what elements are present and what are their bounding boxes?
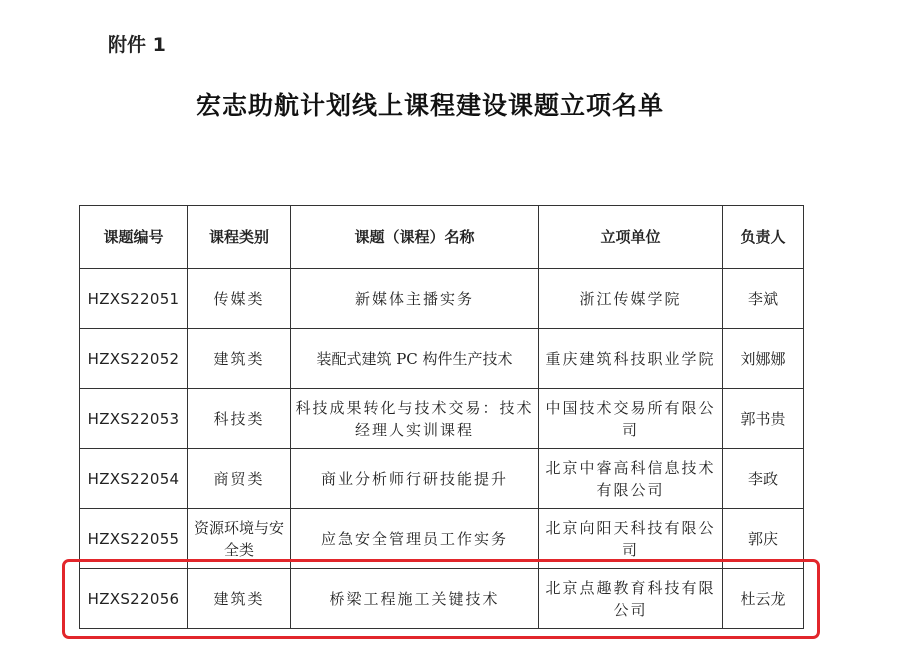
header-code: 课题编号 (80, 206, 188, 269)
cell-leader: 刘娜娜 (723, 329, 804, 389)
cell-name: 应急安全管理员工作实务 (291, 509, 539, 569)
table-row (80, 449, 804, 509)
cell-name: 桥梁工程施工关键技术 (291, 569, 539, 629)
cell-unit: 北京中睿高科信息技术有限公司 (539, 449, 723, 509)
cell-leader: 李斌 (723, 269, 804, 329)
cell-leader: 郭书贵 (723, 389, 804, 449)
cell-name: 装配式建筑 PC 构件生产技术 (291, 329, 539, 389)
table-row (80, 329, 804, 389)
cell-name: 科技成果转化与技术交易：技术经理人实训课程 (291, 389, 539, 449)
cell-category: 商贸类 (188, 449, 291, 509)
cell-code: HZXS22051 (80, 269, 188, 329)
header-category: 课程类别 (188, 206, 291, 269)
cell-category: 建筑类 (188, 569, 291, 629)
cell-unit: 北京向阳天科技有限公司 (539, 509, 723, 569)
cell-name: 新媒体主播实务 (291, 269, 539, 329)
table-row (80, 509, 804, 569)
cell-category: 科技类 (188, 389, 291, 449)
cell-code: HZXS22054 (80, 449, 188, 509)
table-row-highlighted (80, 569, 804, 629)
cell-category: 资源环境与安全类 (188, 509, 291, 569)
document-title: 宏志助航计划线上课程建设课题立项名单 (196, 91, 665, 120)
table-row (80, 269, 804, 329)
cell-leader: 李政 (723, 449, 804, 509)
cell-code: HZXS22055 (80, 509, 188, 569)
project-table (79, 205, 804, 629)
cell-leader: 杜云龙 (723, 569, 804, 629)
cell-category: 建筑类 (188, 329, 291, 389)
header-leader: 负责人 (723, 206, 804, 269)
cell-category: 传媒类 (188, 269, 291, 329)
cell-unit: 中国技术交易所有限公司 (539, 389, 723, 449)
cell-unit: 重庆建筑科技职业学院 (539, 329, 723, 389)
cell-name: 商业分析师行研技能提升 (291, 449, 539, 509)
cell-leader: 郭庆 (723, 509, 804, 569)
cell-code: HZXS22052 (80, 329, 188, 389)
cell-code: HZXS22056 (80, 569, 188, 629)
cell-unit: 北京点趣教育科技有限公司 (539, 569, 723, 629)
cell-unit: 浙江传媒学院 (539, 269, 723, 329)
table-header-row (80, 206, 804, 269)
header-unit: 立项单位 (539, 206, 723, 269)
cell-code: HZXS22053 (80, 389, 188, 449)
attachment-label: 附件 1 (108, 34, 166, 56)
table-row (80, 389, 804, 449)
header-name: 课题（课程）名称 (291, 206, 539, 269)
